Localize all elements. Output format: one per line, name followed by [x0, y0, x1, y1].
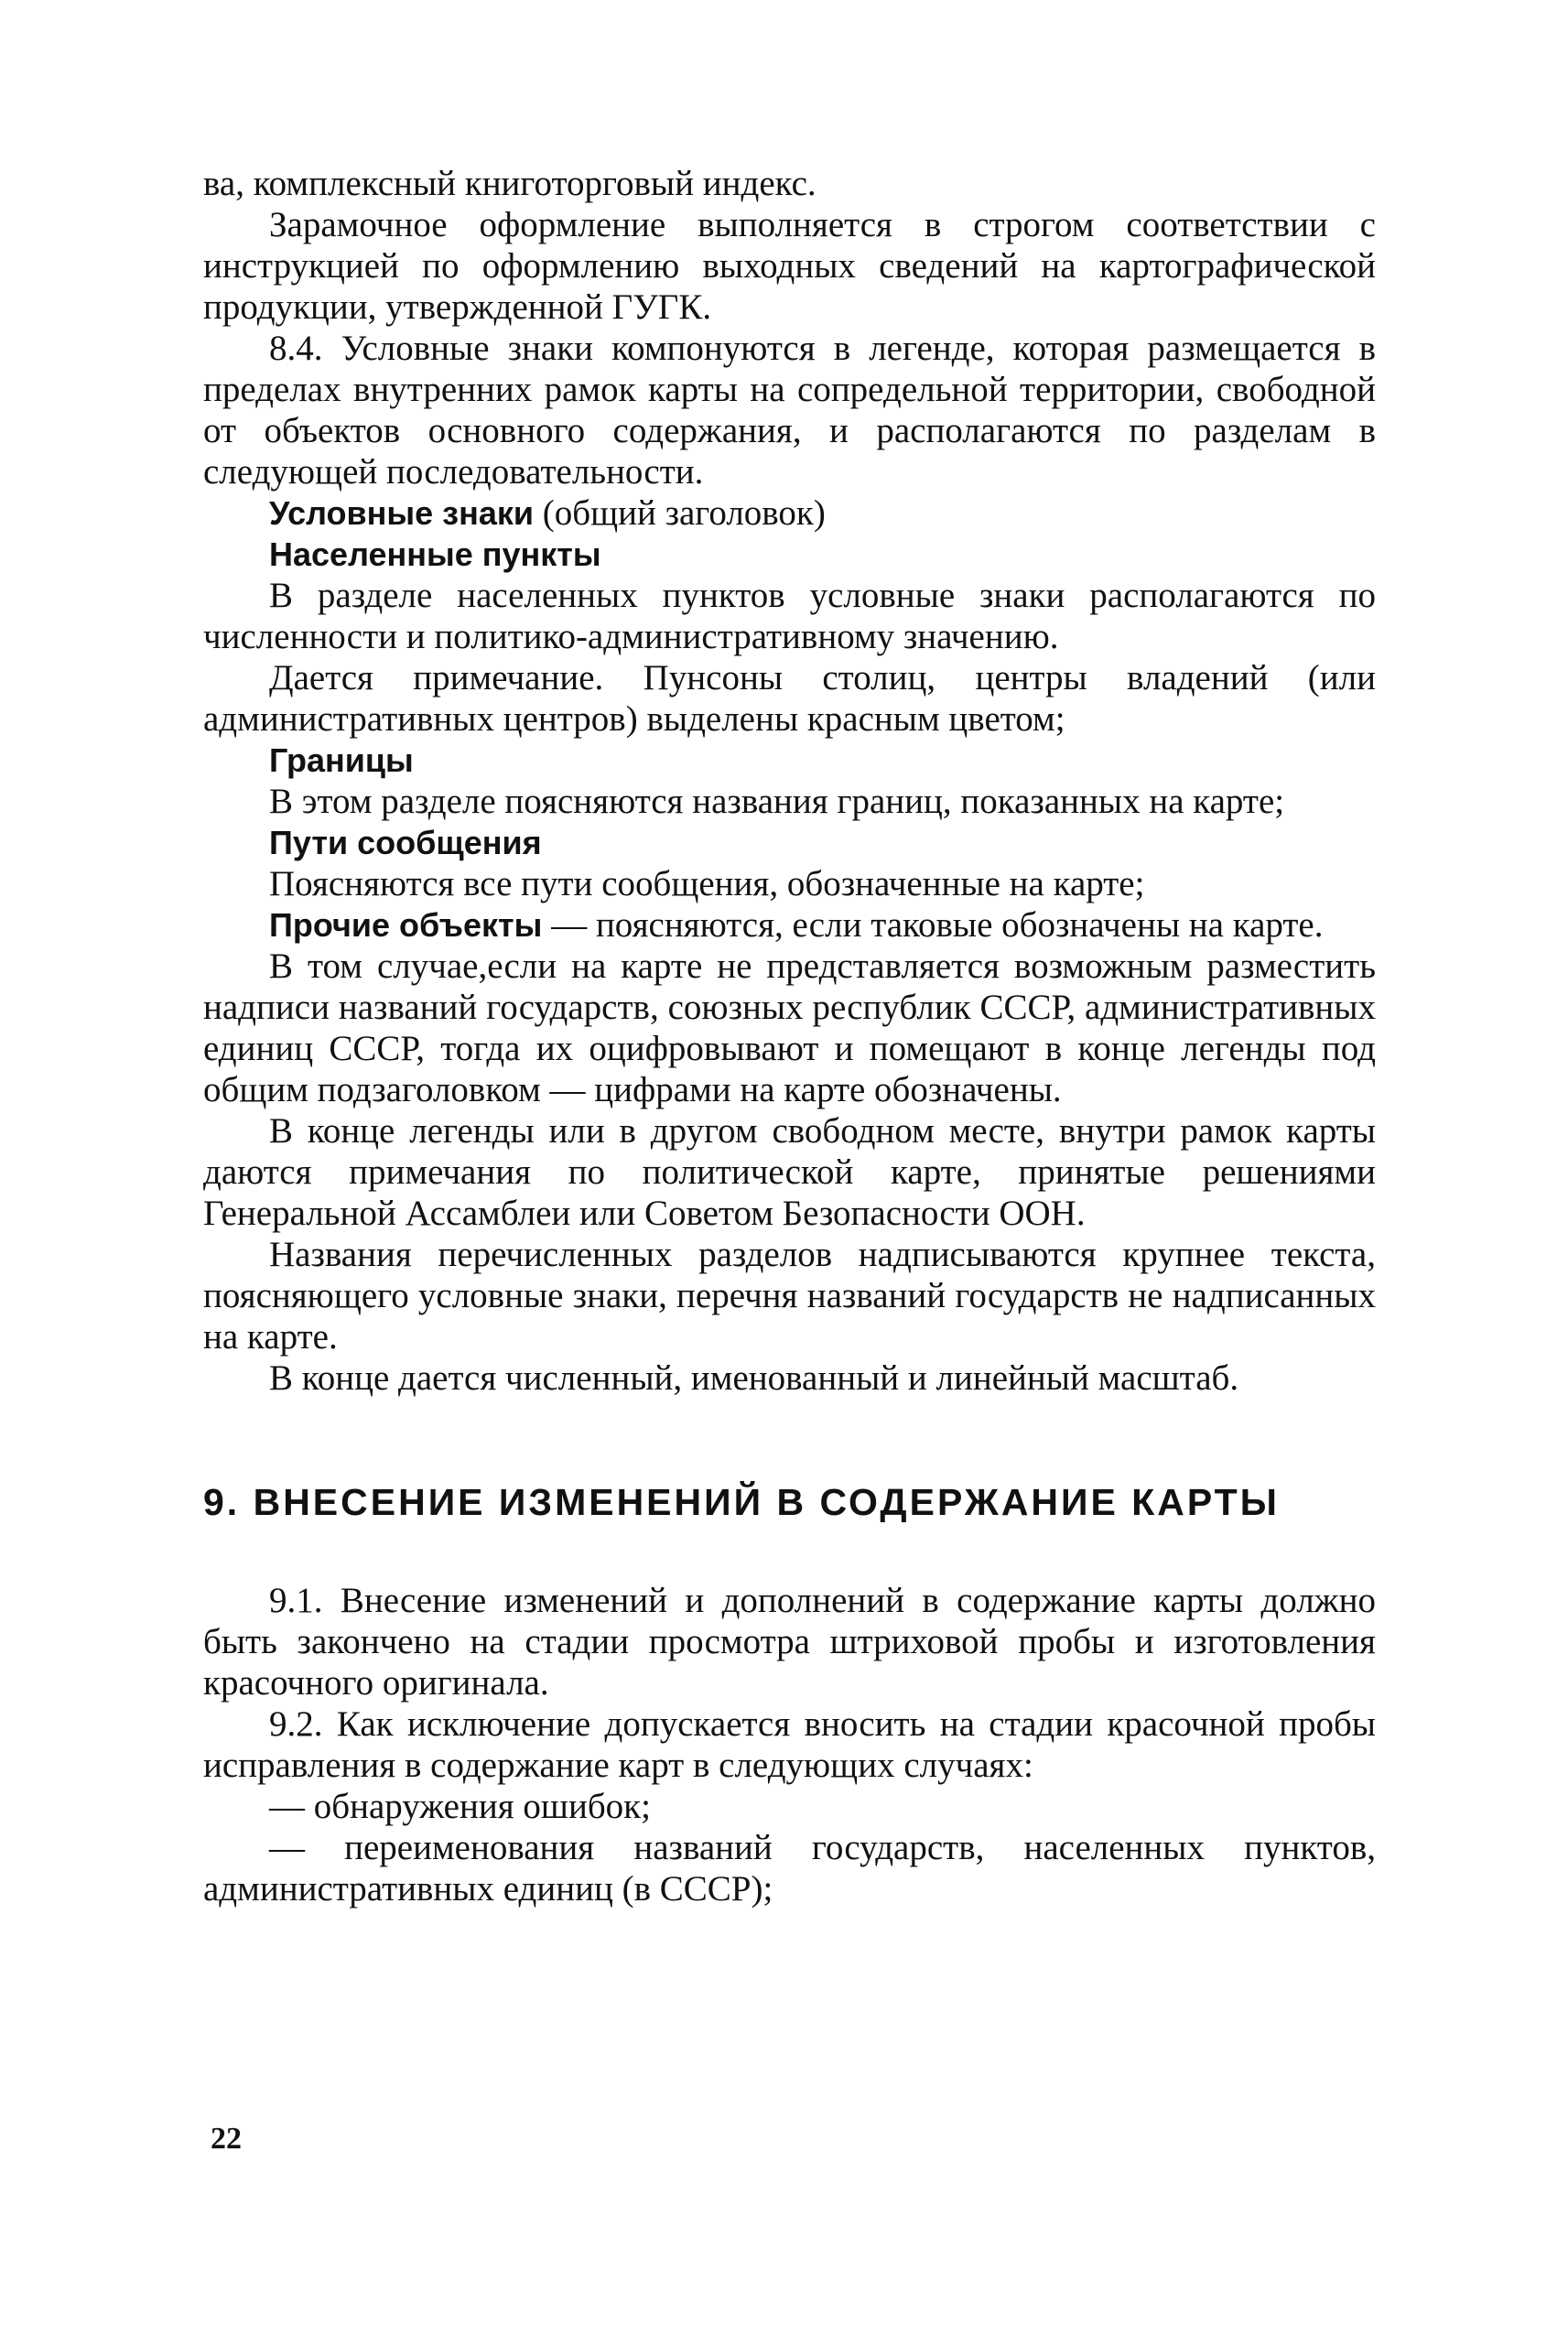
legend-general-rest: (общий заголовок): [533, 493, 826, 533]
other-objects-bold: Прочие объекты: [269, 906, 543, 944]
paragraph-routes: Поясняются все пути сообщения, обозначенные на карте;: [269, 864, 1145, 903]
section-title: 9. ВНЕСЕНИЕ ИЗМЕНЕНИЙ В СОДЕРЖАНИЕ КАРТЫ: [203, 1481, 1280, 1523]
paragraph-continuation: ва, комплексный книготорговый индекс.: [203, 164, 816, 203]
paragraph-notes-un: В конце легенды или в другом свободном месте, внутри рамок карты даются примечания по политической карте, принятые решениями Генеральной Ассамблеи или Советом Безопасности ООН.: [203, 1111, 1376, 1233]
other-objects-rest: — поясняются, если таковые обозначены на карте.: [542, 905, 1324, 945]
paragraph-scale: В конце дается численный, именованный и линейный масштаб.: [269, 1358, 1239, 1398]
paragraph-section-names: Названия перечисленных разделов надписываются крупнее текста, поясняющего условные знаки, перечня названий государств не надписанных на карте.: [203, 1235, 1376, 1357]
page-body: [203, 163, 1376, 1909]
legend-general-title: [203, 492, 1376, 534]
paragraph-other-objects: [203, 904, 1376, 946]
heading-routes: Пути сообщения: [269, 824, 542, 861]
legend-general-bold: Условные знаки: [269, 494, 534, 532]
paragraph-note: Дается примечание. Пунсоны столиц, центры владений (или административных центров) выделены красным цветом;: [203, 658, 1376, 739]
paragraph-frame-design: Зарамочное оформление выполняется в строгом соответствии с инструкцией по оформлению выходных сведений на картографической продукции, утвержденной ГУГК.: [203, 205, 1376, 327]
heading-settlements: Населенные пункты: [269, 535, 601, 573]
heading-borders: Границы: [269, 741, 414, 779]
paragraph-8-4: 8.4. Условные знаки компонуются в легенде, которая размещается в пределах внутренних рамок карты на сопредельной территории, свободной от объектов основного содержания, и располагаются по разделам в следующей последовательности.: [203, 329, 1376, 492]
page-number: 22: [211, 2122, 242, 2156]
paragraph-settlements: В разделе населенных пунктов условные знаки располагаются по численности и политико-административному значению.: [203, 576, 1376, 656]
list-item-renaming: — переименования названий государств, населенных пунктов, административных единиц (в СССР);: [203, 1828, 1376, 1909]
list-item-errors: — обнаружения ошибок;: [269, 1787, 651, 1826]
paragraph-numbering: В том случае,если на карте не представляется возможным разместить надписи названий государств, союзных республик СССР, административных единиц СССР, тогда их оцифровывают и помещают в конце легенды под общим подзаголовком — цифрами на карте обозначены.: [203, 946, 1376, 1109]
paragraph-9-2: 9.2. Как исключение допускается вносить на стадии красочной пробы исправления в содержание карт в следующих случаях:: [203, 1704, 1376, 1785]
paragraph-9-1: 9.1. Внесение изменений и дополнений в содержание карты должно быть закончено на стадии просмотра штриховой пробы и изготовления красочного оригинала.: [203, 1581, 1376, 1703]
paragraph-borders: В этом разделе поясняются названия границ, показанных на карте;: [269, 782, 1285, 821]
